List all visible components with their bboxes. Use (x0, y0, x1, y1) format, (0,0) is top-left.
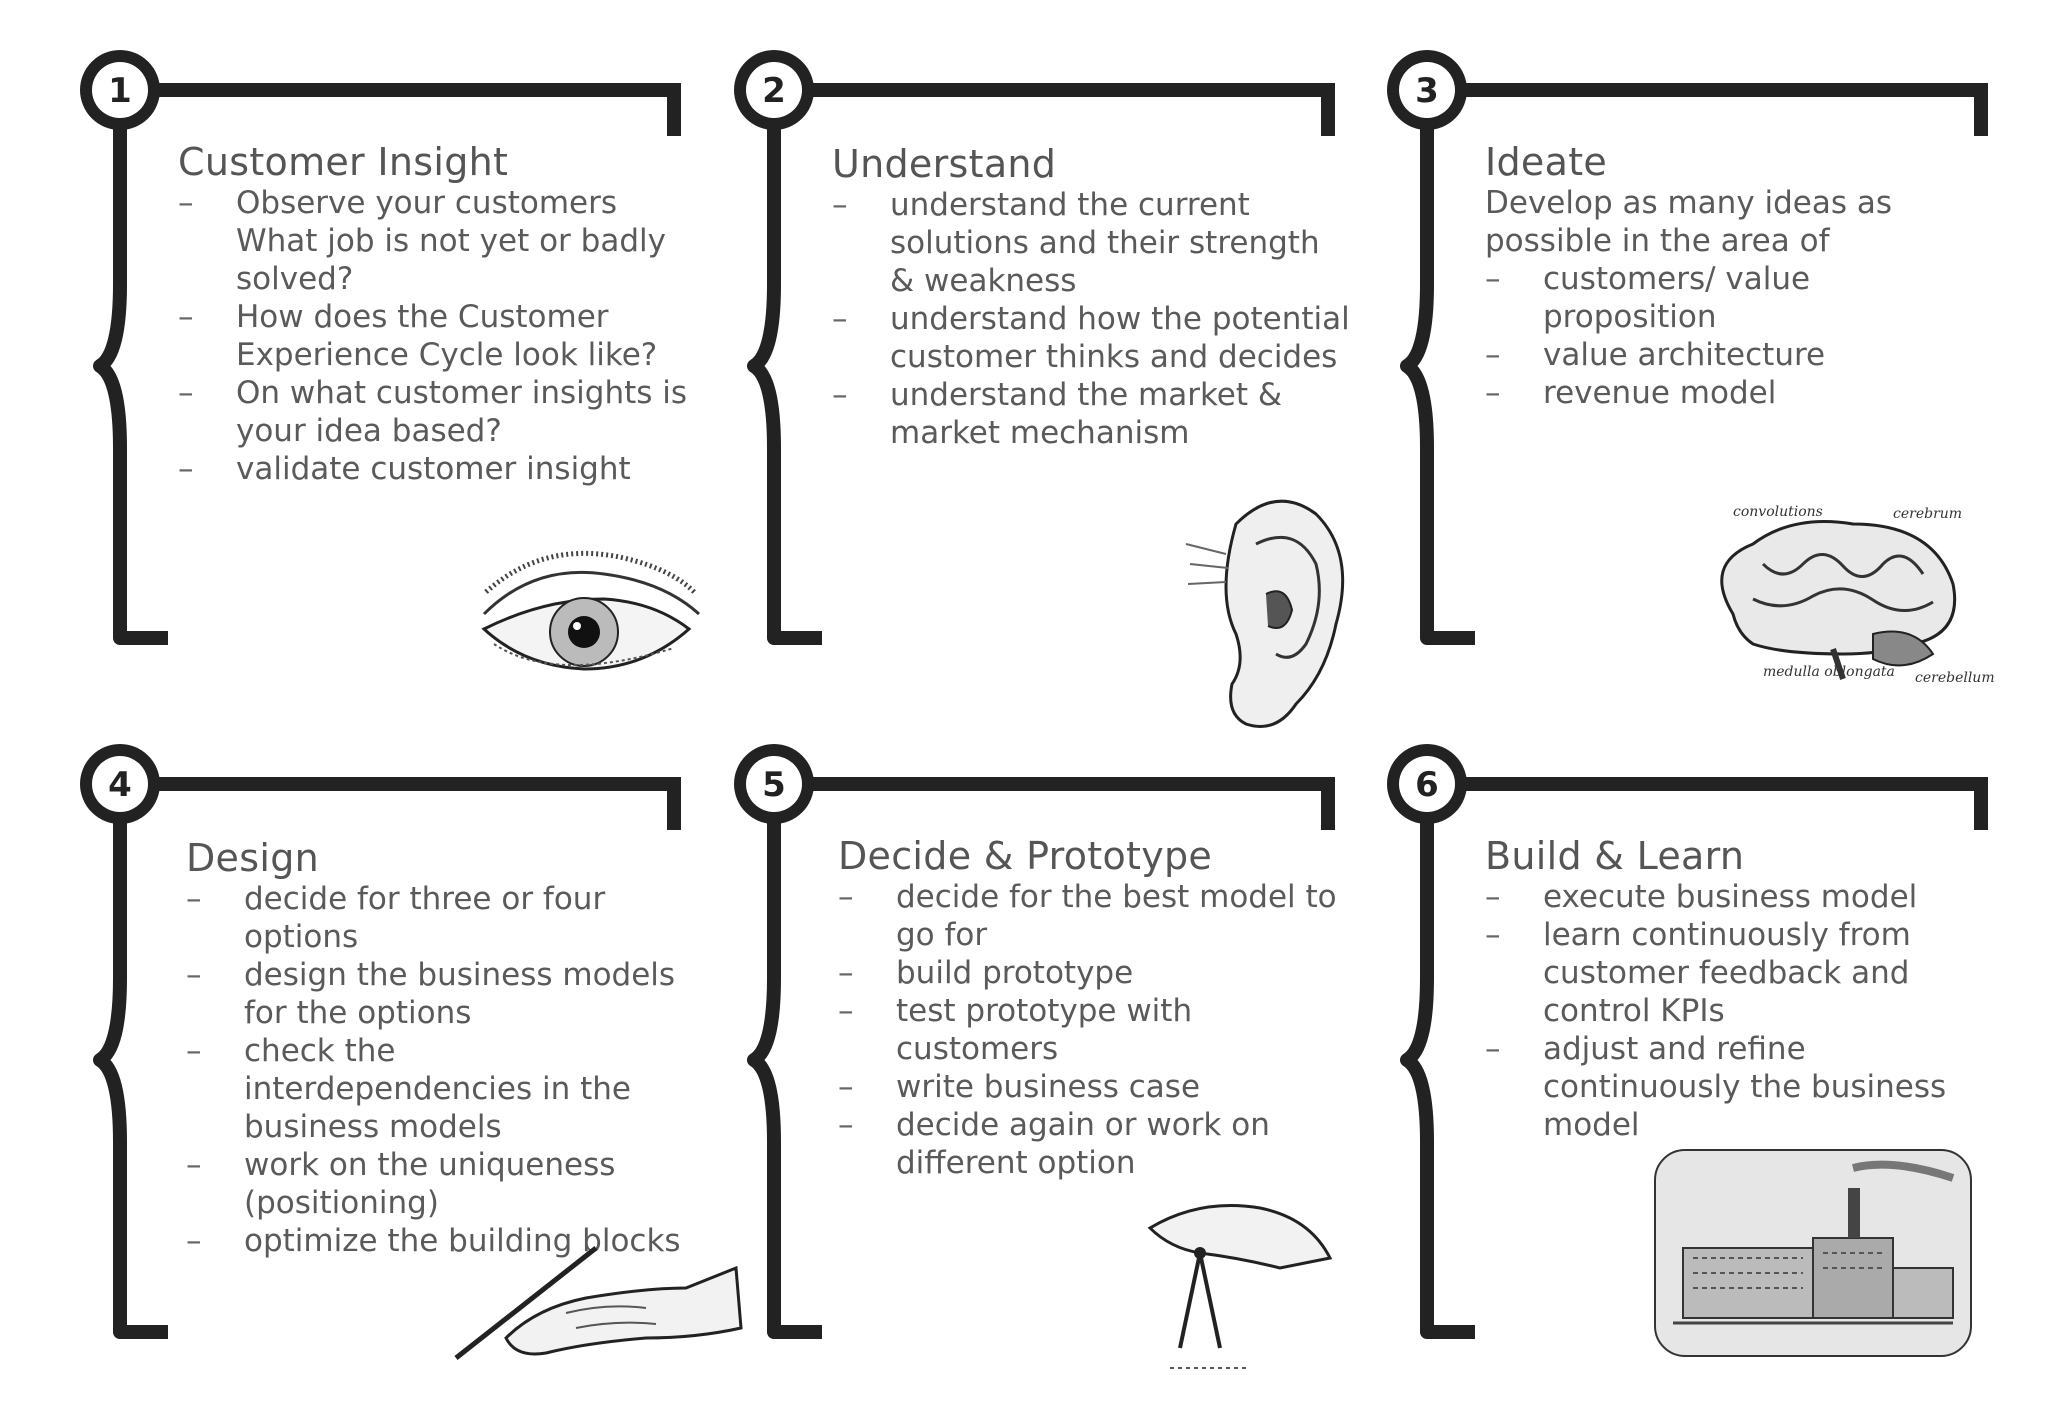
bullet-item: – On what customer insights is your idea based? (178, 374, 698, 450)
step-number: 3 (1415, 71, 1439, 111)
panel-title: Ideate (1485, 140, 1608, 184)
panel-title: Understand (832, 142, 1057, 186)
brain-label: cerebellum (1915, 670, 1995, 686)
lead-text: Develop as many ideas as possible in the area of (1485, 185, 1893, 259)
panel-6 (1383, 738, 2003, 1358)
panel-3 (1383, 44, 2003, 686)
step-number: 1 (108, 71, 132, 111)
panel-body (838, 878, 1338, 1182)
step-number: 4 (108, 765, 132, 805)
ear-illustration (1176, 484, 1356, 744)
bullet-item: – write business case (838, 1068, 1338, 1106)
panel-title: Build & Learn (1485, 834, 1745, 878)
brain-label: medulla oblongata (1763, 664, 1895, 680)
bullet-item: – design the business models for the options (186, 956, 686, 1032)
bullet-item: – optimize the building blocks (186, 1222, 686, 1260)
brain-illustration (1693, 504, 1993, 684)
panel-body (178, 184, 698, 488)
compass-hand-illustration (1140, 1198, 1340, 1398)
bullet-item: – test prototype with customers (838, 992, 1338, 1068)
panel-body (1485, 184, 1955, 412)
panel-title: Decide & Prototype (838, 834, 1213, 878)
panel-4 (76, 738, 696, 1358)
bullet-item: – understand how the potential customer thinks and decides (832, 300, 1352, 376)
bullet-item: – decide for three or four options (186, 880, 686, 956)
panel-body (832, 186, 1352, 452)
brain-label: convolutions (1733, 504, 1823, 520)
eye-illustration (474, 544, 704, 704)
step-number: 6 (1415, 765, 1439, 805)
writing-hand-illustration (446, 1228, 746, 1368)
bullet-item: – execute business model (1485, 878, 1965, 916)
bullet-item: – work on the uniqueness (positioning) (186, 1146, 686, 1222)
bullet-item: – understand the market & market mechanism (832, 376, 1352, 452)
factory-illustration (1653, 1148, 1973, 1358)
bullet-item: – value architecture (1485, 336, 1955, 374)
bullet-item: – decide for the best model to go for (838, 878, 1338, 954)
bullet-item: – revenue model (1485, 374, 1955, 412)
step-number: 5 (762, 765, 786, 805)
panel-2 (730, 44, 1350, 664)
bullet-item: – build prototype (838, 954, 1338, 992)
bullet-item: – decide again or work on different option (838, 1106, 1338, 1182)
bullet-item: – Observe your customers What job is not yet or badly solved? (178, 184, 698, 298)
brain-label: cerebrum (1893, 506, 1963, 522)
panel-body (186, 880, 686, 1260)
panel-title: Design (186, 836, 320, 880)
bullet-item: – understand the current solutions and their strength & weakness (832, 186, 1352, 300)
bullet-item: – How does the Customer Experience Cycle look like? (178, 298, 698, 374)
bullet-item: – check the interdependencies in the business models (186, 1032, 686, 1146)
bullet-item: – learn continuously from customer feedback and control KPIs (1485, 916, 1965, 1030)
bullet-item: – customers/ value proposition (1485, 260, 1955, 336)
panel-body (1485, 878, 1965, 1144)
panel-1 (76, 44, 696, 664)
bullet-item: – validate customer insight (178, 450, 698, 488)
panel-5 (730, 738, 1350, 1358)
step-number: 2 (762, 71, 786, 111)
panel-title: Customer Insight (178, 140, 509, 184)
bullet-item: – adjust and refine continuously the business model (1485, 1030, 1965, 1144)
